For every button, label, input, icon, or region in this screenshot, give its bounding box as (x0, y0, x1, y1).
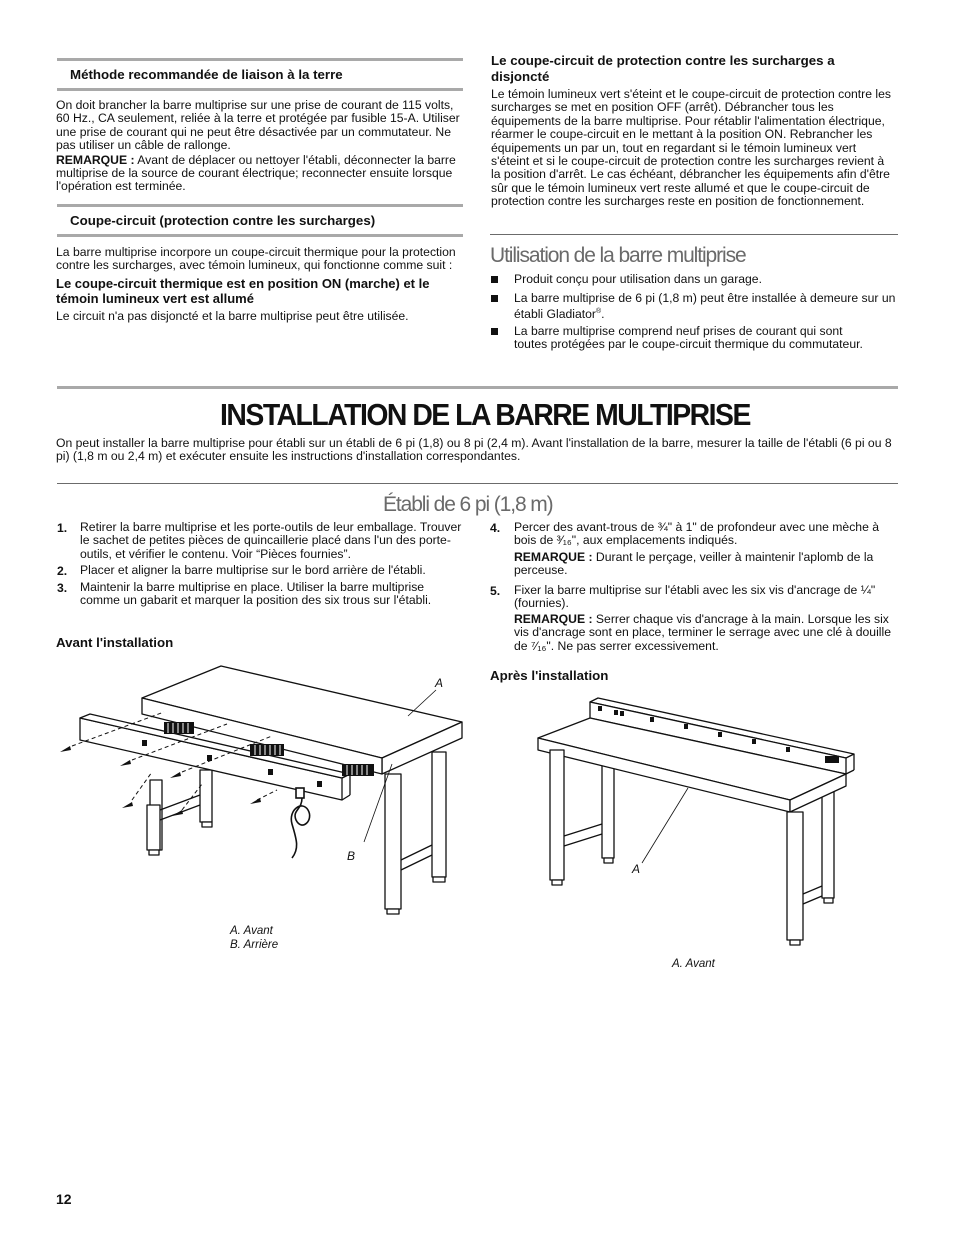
heading-methode: Méthode recommandée de liaison à la terre (70, 67, 343, 82)
workbench-after-illustration (532, 696, 858, 950)
step-5-note-label: REMARQUE : (514, 612, 593, 626)
step-5-number: 5. (490, 584, 501, 598)
step-2: Placer et aligner la barre multiprise sur le bord arrière de l'établi. (80, 563, 426, 577)
methode-body: On doit brancher la barre multiprise sur une prise de courant de 115 volts, 60 Hz., CA seulement, reliée à la terre et protégée par fusible 15-A. Utiliser une prise de courant qui ne peut être désactivée par un commutateur. Ne pas utiliser un câble de rallonge. (56, 98, 460, 153)
utilisation-item-2 (514, 292, 898, 322)
rule-coupe-bottom (57, 234, 463, 237)
bullet-2 (491, 295, 498, 302)
fig-before-label-a: A (435, 676, 444, 690)
step-1-number: 1. (57, 521, 68, 535)
step-4: Percer des avant-trous de ¾" à 1" de profondeur avec une mèche à bois de ³⁄₁₆", aux emplacements indiqués. (514, 520, 880, 548)
step-4-note (514, 551, 898, 578)
coupe-sub-body: Le circuit n'a pas disjoncté et la barre multiprise peut être utilisée. (56, 308, 409, 323)
step-1: Retirer la barre multiprise et les porte-outils de leur emballage. Trouver le sachet de petites pièces de quincaillerie placé dans l'un des porte-outils, et vérifier le contenu. Voir “Pièces fournies”. (80, 520, 462, 561)
rule-utilisation (490, 234, 898, 235)
step-4-number: 4. (490, 521, 501, 535)
utilisation-item-1: Produit conçu pour utilisation dans un garage. (514, 272, 762, 286)
methode-note (56, 154, 464, 194)
coupe-body: La barre multiprise incorpore un coupe-circuit thermique pour la protection contre les surcharges, avec témoin lumineux, qui fonctionne comme suit : (56, 245, 456, 273)
step-3-number: 3. (57, 581, 68, 595)
fig-before-caption-a: A. Avant (230, 925, 273, 937)
fig-before-caption-b: B. Arrière (230, 939, 279, 951)
note-text: Avant de déplacer ou nettoyer l'établi, déconnecter la barre multiprise de la source de courant électrique; reconnecter ensuite lorsque l'opération est terminée. (56, 152, 456, 194)
page-number: 12 (56, 1191, 72, 1207)
step-3: Maintenir la barre multiprise en place. Utiliser la barre multiprise comme un gabarit et marquer la position des six trous sur l'établi. (80, 580, 432, 608)
step-5-note-text: Serrer chaque vis d'ancrage à la main. Lorsque les six vis d'ancrage sont en place, terminer le serrage avec une clé à douille de ⁷⁄₁₆". Ne pas serrer excessivement. (514, 612, 891, 653)
utilisation-item-2-end: . (601, 307, 605, 322)
workbench-before-illustration (52, 660, 472, 922)
heading-coupe: Coupe-circuit (protection contre les surcharges) (70, 213, 376, 228)
bullet-1 (491, 276, 498, 283)
disjoncte-body: Le témoin lumineux vert s'éteint et le coupe-circuit de protection contre les surcharges se met en position OFF (arrêt). Débrancher tous les équipements de la barre multiprise. Pour rétablir l'alimentation électrique, réarmer le coupe-circuit en le mettant à la position ON. Rebrancher les équipements un par un, tout en regardant si le témoin lumineux vert s'éteint et si le coupe-circuit de protection contre les surcharges revient à la position d'arrêt. Le cas échéant, débrancher les équipements afin d'être sûr que le témoin lumineux vert reste allumé et que le coupe-circuit de protection contre les surcharges reste en position de fonctionnement. (491, 87, 891, 209)
rule-methode-bottom (57, 88, 463, 91)
rule-top-left (57, 58, 463, 61)
install-intro: On peut installer la barre multiprise pour établi sur un établi de 6 pi (1,8) ou 8 pi (2,4 m). Avant l'installation de la barre, mesurer la taille de l'établi (6 pi ou 8 pi) (1,8 m ou 2,4 m) et exécuter ensuite les instructions d'installation correspondantes. (56, 436, 892, 464)
note-label: REMARQUE : (56, 152, 135, 167)
fig-before-heading: Avant l'installation (56, 635, 174, 650)
rule-etabli (57, 483, 898, 484)
etabli-subtitle: Établi de 6 pi (1,8 m) (383, 493, 553, 516)
step-4-note-text: Durant le perçage, veiller à maintenir l'aplomb de la perceuse. (514, 550, 874, 578)
registered-mark: ® (595, 308, 602, 316)
fig-after-label-a: A (632, 862, 641, 876)
rule-coupe-top (57, 204, 463, 207)
heading-disjoncte: Le coupe-circuit de protection contre les surcharges a disjoncté (491, 53, 835, 84)
utilisation-item-2-text: La barre multiprise de 6 pi (1,8 m) peut être installée à demeure sur un établi Gladiator (514, 291, 896, 322)
fig-before-label-b: B (347, 849, 356, 863)
rule-install (57, 386, 898, 389)
bullet-3 (491, 328, 498, 335)
coupe-text (56, 246, 464, 323)
coupe-sub-heading: Le coupe-circuit thermique est en position ON (marche) et le témoin lumineux vert est allumé (56, 275, 430, 306)
fig-after-heading: Après l'installation (490, 668, 609, 683)
step-4-note-label: REMARQUE : (514, 550, 593, 564)
heading-utilisation: Utilisation de la barre multiprise (490, 244, 746, 267)
step-2-number: 2. (57, 564, 68, 578)
step-5: Fixer la barre multiprise sur l'établi avec les six vis d'ancrage de ¼" (fournies). (514, 583, 876, 611)
step-5-note (514, 613, 898, 653)
install-title: INSTALLATION DE LA BARRE MULTIPRISE (220, 398, 750, 432)
utilisation-item-3: La barre multiprise comprend neuf prises de courant qui sont toutes protégées par le coupe-circuit thermique du commutateur. (514, 324, 863, 352)
fig-after-caption-a: A. Avant (672, 958, 715, 970)
methode-text (56, 99, 464, 194)
